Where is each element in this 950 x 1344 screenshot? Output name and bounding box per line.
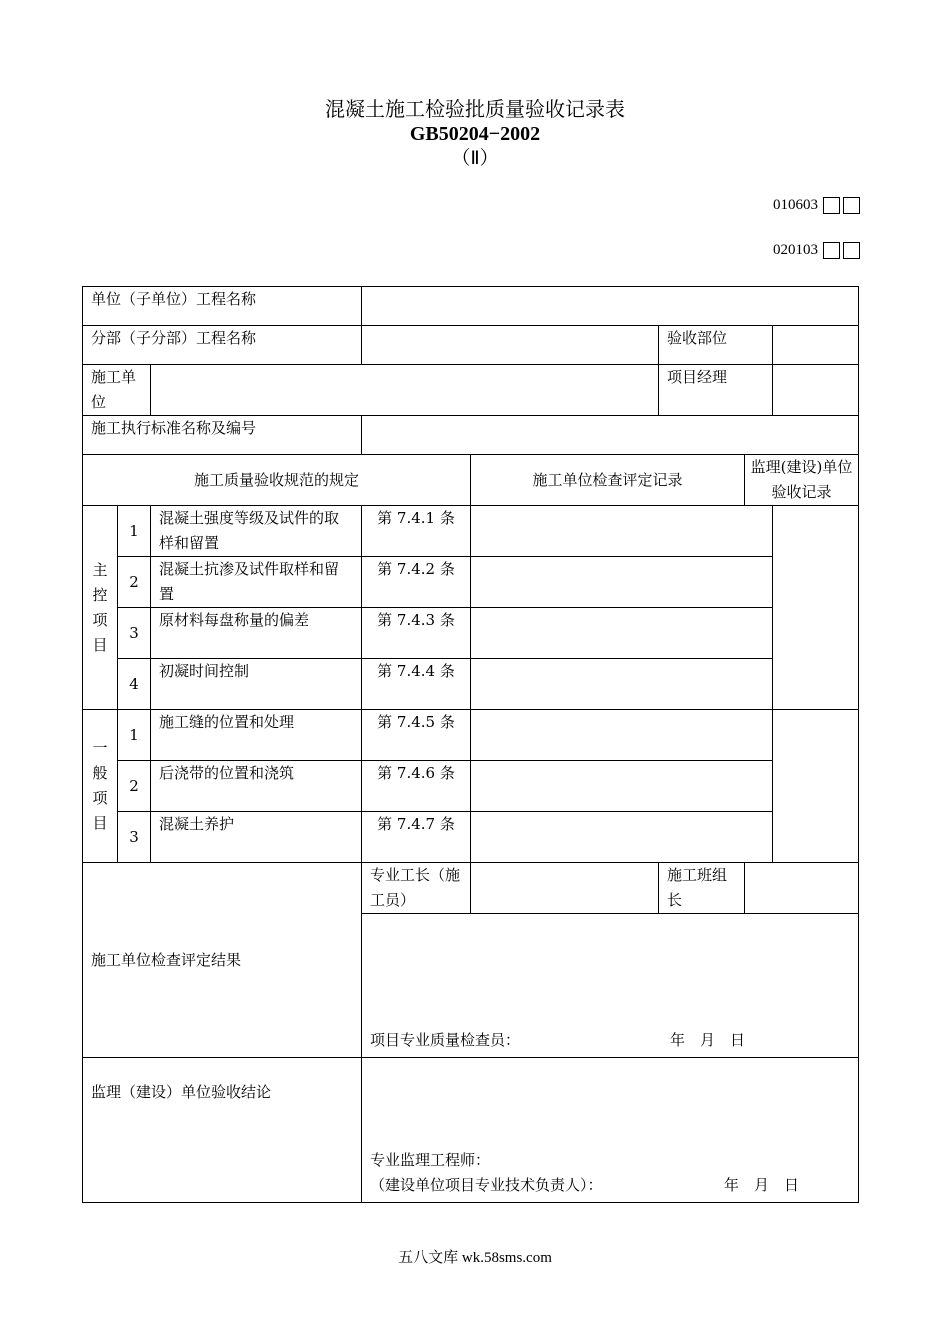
conclusion-date: 年 月 日 — [724, 1176, 800, 1194]
sub-project-value[interactable] — [362, 326, 659, 365]
item-clause: 第 7.4.6 条 — [362, 761, 471, 812]
item-record-cell[interactable] — [471, 608, 773, 659]
item-number: 2 — [118, 761, 151, 812]
owner-label: （建设单位项目专业技术负责人）： — [370, 1176, 603, 1194]
item-record-cell[interactable] — [471, 557, 773, 608]
project-manager-value[interactable] — [773, 365, 859, 416]
inspector-label: 项目专业质量检查员： — [370, 1031, 521, 1049]
general-group-label: 一 般 项 目 — [83, 710, 118, 863]
code-box[interactable] — [843, 197, 860, 214]
standard-number: GB50204−2002 — [409, 123, 541, 145]
code-row-1 — [773, 196, 860, 214]
inspection-form-table — [82, 286, 859, 1203]
item-number: 4 — [118, 659, 151, 710]
item-clause: 第 7.4.3 条 — [362, 608, 471, 659]
part-number: （Ⅱ） — [451, 147, 499, 169]
item-number: 1 — [118, 506, 151, 557]
item-description: 初凝时间控制 — [151, 659, 362, 710]
result-label: 施工单位检查评定结果 — [83, 863, 362, 1058]
item-clause: 第 7.4.7 条 — [362, 812, 471, 863]
item-description: 原材料每盘称量的偏差 — [151, 608, 362, 659]
spec-column-header: 施工质量验收规范的规定 — [83, 455, 471, 506]
foreman-value[interactable] — [471, 863, 659, 914]
record-column-header: 施工单位检查评定记录 — [471, 455, 745, 506]
item-number: 1 — [118, 710, 151, 761]
main-control-supervision-cell[interactable] — [773, 506, 859, 710]
general-supervision-cell[interactable] — [773, 710, 859, 863]
item-clause: 第 7.4.4 条 — [362, 659, 471, 710]
engineer-label: 专业监理工程师： — [370, 1151, 491, 1169]
team-leader-label: 施工班组长 — [659, 863, 745, 914]
supervision-column-header: 监理(建设)单位验收记录 — [745, 455, 859, 506]
unit-project-label: 单位（子单位）工程名称 — [83, 287, 362, 326]
document-title: 混凝土施工检验批质量验收记录表 — [325, 97, 625, 121]
standard-value[interactable] — [362, 416, 859, 455]
item-number: 3 — [118, 608, 151, 659]
code-box[interactable] — [843, 242, 860, 259]
item-clause: 第 7.4.1 条 — [362, 506, 471, 557]
item-clause: 第 7.4.2 条 — [362, 557, 471, 608]
item-description: 混凝土养护 — [151, 812, 362, 863]
item-record-cell[interactable] — [471, 812, 773, 863]
conclusion-sign-area[interactable] — [362, 1058, 859, 1203]
footer-watermark: 五八文库 wk.58sms.com — [398, 1250, 552, 1266]
item-record-cell[interactable] — [471, 659, 773, 710]
item-description: 混凝土强度等级及试件的取样和留置 — [151, 506, 362, 557]
result-date: 年 月 日 — [670, 1031, 746, 1049]
item-clause: 第 7.4.5 条 — [362, 710, 471, 761]
item-number: 3 — [118, 812, 151, 863]
foreman-label: 专业工长（施工员） — [362, 863, 471, 914]
accept-part-label: 验收部位 — [659, 326, 773, 365]
team-leader-value[interactable] — [745, 863, 859, 914]
code-prefix-2: 020103 — [773, 242, 818, 258]
construction-unit-label: 施工单位 — [83, 365, 151, 416]
code-row-2 — [773, 241, 860, 259]
item-record-cell[interactable] — [471, 710, 773, 761]
code-prefix-1: 010603 — [773, 197, 818, 213]
sub-project-label: 分部（子分部）工程名称 — [83, 326, 362, 365]
item-description: 后浇带的位置和浇筑 — [151, 761, 362, 812]
project-manager-label: 项目经理 — [659, 365, 773, 416]
standard-label: 施工执行标准名称及编号 — [83, 416, 362, 455]
construction-unit-value[interactable] — [151, 365, 659, 416]
item-description: 混凝土抗渗及试件取样和留置 — [151, 557, 362, 608]
code-box[interactable] — [823, 197, 840, 214]
result-sign-area[interactable] — [362, 914, 859, 1058]
main-control-group-label: 主 控 项 目 — [83, 506, 118, 710]
unit-project-value[interactable] — [362, 287, 859, 326]
code-box[interactable] — [823, 242, 840, 259]
item-record-cell[interactable] — [471, 506, 773, 557]
item-description: 施工缝的位置和处理 — [151, 710, 362, 761]
item-number: 2 — [118, 557, 151, 608]
item-record-cell[interactable] — [471, 761, 773, 812]
accept-part-value[interactable] — [773, 326, 859, 365]
conclusion-label: 监理（建设）单位验收结论 — [83, 1058, 362, 1203]
